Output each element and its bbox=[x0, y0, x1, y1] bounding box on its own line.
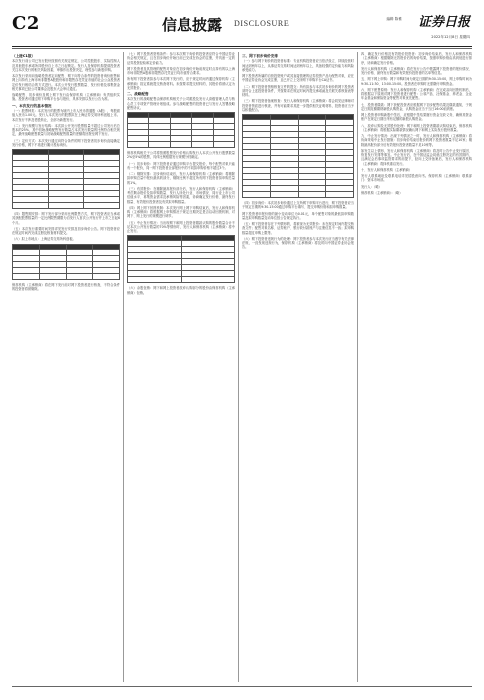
section-title-en: DISCLOSURE bbox=[234, 19, 290, 28]
body-paragraph: 七、投资者缴款：网下获配投资者应根据网下初步配售结果及缴款通知，于规定日期足额缴纳新股认购资金，认购资金应当于当日16:00前到账。 bbox=[361, 102, 472, 111]
body-paragraph: （一）参与网下询价的投资者标准：专业机构投资者应当依法设立、持续经营时间达到两年以上，从事证券交易时间达到两年以上，具备较强的定价能力和风险承受能力。 bbox=[242, 59, 354, 72]
body-paragraph: 八、放弃认购及无效股份处理：网下和网上投资者缴款认购结束后，保荐机构（主承销商）将根据实际缴款情况确认网下和网上实际发行股份数量。 bbox=[361, 123, 472, 132]
body-paragraph: （五）网下投资者存在下列情形的，将被视为无效报价：未在规定时间内提交核查文件；配售对象名称、证券账户、银行收付款账户与注册信息不一致；拟申购数量超过申购上限等。 bbox=[242, 222, 354, 235]
body-paragraph: 本次发行前公司已发行股份按照有关规定锁定，公司控股股东、实际控制人及其他股东承诺所持股份自上市之日起锁定。发行人及保荐机构提请投资者关注本次发行的相关风险因素，审慎作出投资决定，理性参与新股申购。 bbox=[12, 59, 120, 72]
column-heading: 三、网下初步询价安排 bbox=[242, 54, 278, 58]
column-heading: 二、战略配售 bbox=[127, 92, 149, 96]
article-column-3 bbox=[242, 52, 354, 682]
editor-credit: 编辑 陈惟 bbox=[386, 17, 402, 21]
body-paragraph: 发行人：（略） bbox=[361, 184, 382, 189]
body-paragraph: （二）剔除安排：初步询价结束后，发行人和保荐机构（主承销商）将剔除拟申购总量中报价最高的部分，剔除比例不超过所有网下投资者拟申购总量的1%。 bbox=[127, 172, 235, 185]
column-divider bbox=[123, 52, 124, 682]
footer-rule bbox=[12, 686, 472, 687]
body-paragraph: 保荐机构相关子公司将按照股票发行价格认购发行人本次公开发行股票数量2%至5%的股票，具体比例根据发行规模分档确定。 bbox=[127, 151, 235, 160]
body-paragraph: （四）限售期安排：网下发行部分采用比例限售方式，网下投资者应当承诺其获配股票数量的一定比例限售期限为自发行人首次公开发行并上市之日起6个月。 bbox=[12, 212, 120, 225]
body-paragraph: （七）网下投资者资格条件：参与本次网下询价的投资者应符合中国证券业协会相关规定，且在初步询价开始日前已完成在协会的注册，并具备一定的证券投资经验和定价能力。 bbox=[127, 52, 235, 65]
body-paragraph: （三）网下投资者备案核查：发行人和保荐机构（主承销商）将会同见证律师对投资者资质进行核查，并有可能要求其进一步提供相关证明材料，投资者应当予以积极配合。 bbox=[242, 99, 354, 112]
body-paragraph: 四、确定发行价格及有效报价投资者：初步询价结束后，发行人和保荐机构（主承销商）根据剔除无效报价后的询价结果，按照申购价格由高到低进行排序，协商确定发行价格。 bbox=[361, 52, 472, 65]
body-paragraph: 发行人和保荐机构（主承销商）将在发行公告中披露网下投资者的报价情况、发行价格、最终发行数量和有效报价投资者的名单等信息。 bbox=[361, 66, 472, 75]
body-paragraph: 战略配售、初步询价及网上网下发行由保荐机构（主承销商）负责组织实施。投资者可通过网下申购平台参与报价，具体安排以发行公告为准。 bbox=[12, 93, 120, 102]
article-column-4 bbox=[361, 52, 472, 682]
body-paragraph: 九、中止发行情况：出现下列情况之一时，发行人和保荐机构（主承销商）将协商采取中止发行措施：初步询价结束后报价的网下投资者数量不足10家；剔除最高报价部分后有效报价投资者数量不足10家等。 bbox=[361, 134, 472, 147]
column-divider bbox=[238, 52, 239, 682]
article-column-2 bbox=[127, 52, 235, 682]
data-table bbox=[12, 244, 120, 280]
body-paragraph: 五、网下网上申购：网下申购时间为规定日期的9:30-15:00，网上申购时间为9:30-11:30、13:00-15:00。投资者在申购时无需缴付申购资金。 bbox=[361, 77, 472, 86]
body-paragraph: （三）有效报价：在剔除最高报价部分后，发行人和保荐机构（主承销商）考虑剩余报价及拟申购数量、发行人所处行业、市场情况、同行业上市公司估值水平、募集资金需求及承销风险等因素，协商确定发行价格、最终发行数量、有效报价投资者及有效拟申购数量。 bbox=[127, 186, 235, 204]
section-title: 信息披露 bbox=[162, 16, 223, 34]
body-paragraph: （三）定价方式：本次发行通过向符合条件的网下投资者初步询价直接确定发行价格，网下不再进行累计投标询价。 bbox=[12, 138, 120, 147]
body-paragraph: （四）网上网下回拨机制：本次发行网上网下申购结束后，发行人和保荐机构（主承销商）将根据网上申购情况于规定日期决定是否启动回拨机制，对网下、网上发行的规模进行调节。 bbox=[127, 205, 235, 219]
body-paragraph: 十、发行人和保荐机构（主承销商） bbox=[361, 167, 412, 172]
page-header bbox=[12, 11, 472, 45]
body-paragraph: （一）初步询价：网下投资者应通过申购平台提交报价，每个配售对象只能有一个报价，同一网下投资者全部报价中的不同拟申购价格不超过3个。 bbox=[127, 161, 235, 170]
body-paragraph: （一）股票种类：本次发行的股票为境内上市人民币普通股（A股），每股面值人民币1.00元。发行人本次发行的股票拟在上海证券交易所科创板上市。本次发行不涉及老股转让，全部为新股发行。 bbox=[12, 109, 120, 122]
body-paragraph: 本次发行的战略配售由保荐机构相关子公司跟投及发行人高级管理人员与核心员工专项资产管理计划组成。参与战略配售的投资者已与发行人签署战略配售协议。 bbox=[127, 97, 235, 110]
body-paragraph: （六）拟上市地点：上海证券交易所科创板。 bbox=[12, 237, 76, 242]
body-paragraph: 六、网下配售原则：发行人和保荐机构（主承销商）在完成双向回拨机制后，将根据以下原则对网下投资者进行配售：公募产品、社保基金、养老金、企业年金基金和保险资金等配售对象优先配售。 bbox=[361, 87, 472, 101]
column-divider bbox=[357, 52, 358, 682]
body-paragraph: （四）初步询价：本次初步询价通过上交所网下申购平台进行，网下投资者应当于规定日期的9:30-15:00通过申购平台填写、提交申购价格和拟申购数量。 bbox=[242, 201, 354, 210]
body-paragraph: （五）中止发行情况：当出现网下和网上投资者缴款认购的股份数量合计不足本次公开发行数量的70%等情形时，发行人和保荐机构（主承销商）将中止发行。 bbox=[127, 220, 235, 234]
body-paragraph: （六）余股包销：网下和网上投资者放弃认购部分的股份由保荐机构（主承销商）包销。 bbox=[127, 286, 235, 295]
column-heading: （上接C1版） bbox=[12, 54, 36, 58]
header-rule-thin bbox=[12, 48, 472, 49]
body-paragraph: 如发生以上情形，发行人和保荐机构（主承销商）将及时公告中止发行原因、恢复发行安排等事宜。中止发行后，在中国证监会同意注册决定的有效期内，且满足会后事项监管要求的前提下，经向上交所备案后，发行人和保荐机构（主承销商）将择机重启发行。 bbox=[361, 148, 472, 166]
issue-date: 2022年12月8日 星期四 bbox=[431, 35, 470, 39]
data-table bbox=[242, 114, 354, 198]
data-table bbox=[127, 235, 235, 283]
body-paragraph: 发行人联系地址及联系电话详见招股意向书。保荐机构（主承销商）联系部门：资本市场部。 bbox=[361, 174, 472, 183]
body-paragraph: 本次发行采用向战略投资者定向配售、网下向符合条件的投资者询价配售和网上向持有上海市场非限售A股股份和非限售存托凭证市值的社会公众投资者定价发行相结合的方式进行。本次公开发行股票数量、发行价格及募集资金相关事项已经公司董事会及股东大会审议通过。 bbox=[12, 74, 120, 91]
body-paragraph: 网下投资者申报价格的最小变动单位为0.01元，单个配售对象的最低拟申购数量及拟申购数量变动单位按公告规定执行。 bbox=[242, 211, 354, 220]
body-paragraph: （五）本次发行重要时间安排详见发行安排及初步询价公告。网下投资者应在规定时间内完成注册及核查材料提交。 bbox=[12, 226, 120, 236]
body-paragraph: 网下投资者所属的自营投资账户或其直接管理的证券投资产品为配售对象，应在中国证券业协会完成注册，且已开立上交所网下申购平台CA证书。 bbox=[242, 74, 354, 83]
body-paragraph: 保荐机构（主承销商）将在网下发行前对网下投资者进行核查，不符合条件的投资者将被剔除。 bbox=[12, 282, 120, 291]
body-paragraph: （二）网下投资者资格核查文件的提交：所有拟参与本次初步询价的网下投资者须符合上述投资者条件，并按要求在规定时间内提交承诺函及关联关系核查表等材料。 bbox=[242, 84, 354, 98]
header-rule bbox=[12, 46, 472, 47]
body-paragraph: 所有网下投资者拟参与本次网下发行的，应于规定时间内通过保荐机构（主承销商）指定系统提交核查材料。未按要求提交材料的，其报价将被认定为无效报价。 bbox=[127, 77, 235, 90]
body-paragraph: 网下投资者及其管理的配售对象应在初步询价开始前规定时点持有的以上海市场非限售A股和非限售存托凭证日均市值符合要求。 bbox=[127, 66, 235, 75]
body-paragraph: 保荐机构（主承销商）：（略） bbox=[361, 190, 403, 195]
body-paragraph: （二）发行规模与发行结构：本次拟公开发行股票数量不超过公司发行后总股本的25%，其中初始战略配售发行数量占本次发行数量的比例符合相关规定，最终战略配售数量与初始战略配售数量的差额将回拨至网下发行。 bbox=[12, 123, 120, 137]
article-column-1 bbox=[12, 52, 120, 682]
data-table bbox=[12, 149, 120, 209]
body-paragraph: 网上投资者申购新股中签后，应根据中签结果履行资金交收义务，确保其资金账户在规定日期日终有足额的新股认购资金。 bbox=[361, 113, 472, 122]
newspaper-masthead: 证券日报 bbox=[417, 15, 470, 30]
column-heading: 一、本次发行的基本情况 bbox=[12, 103, 52, 108]
body-paragraph: （六）网下投资者违规行为的处理：网下投资者参与本次发行应当遵守有关法律法规，一经发现违规行为，保荐机构（主承销商）将及时向中国证券业协会报告。 bbox=[242, 236, 354, 250]
page-number: C2 bbox=[12, 13, 40, 34]
data-table bbox=[127, 112, 235, 148]
